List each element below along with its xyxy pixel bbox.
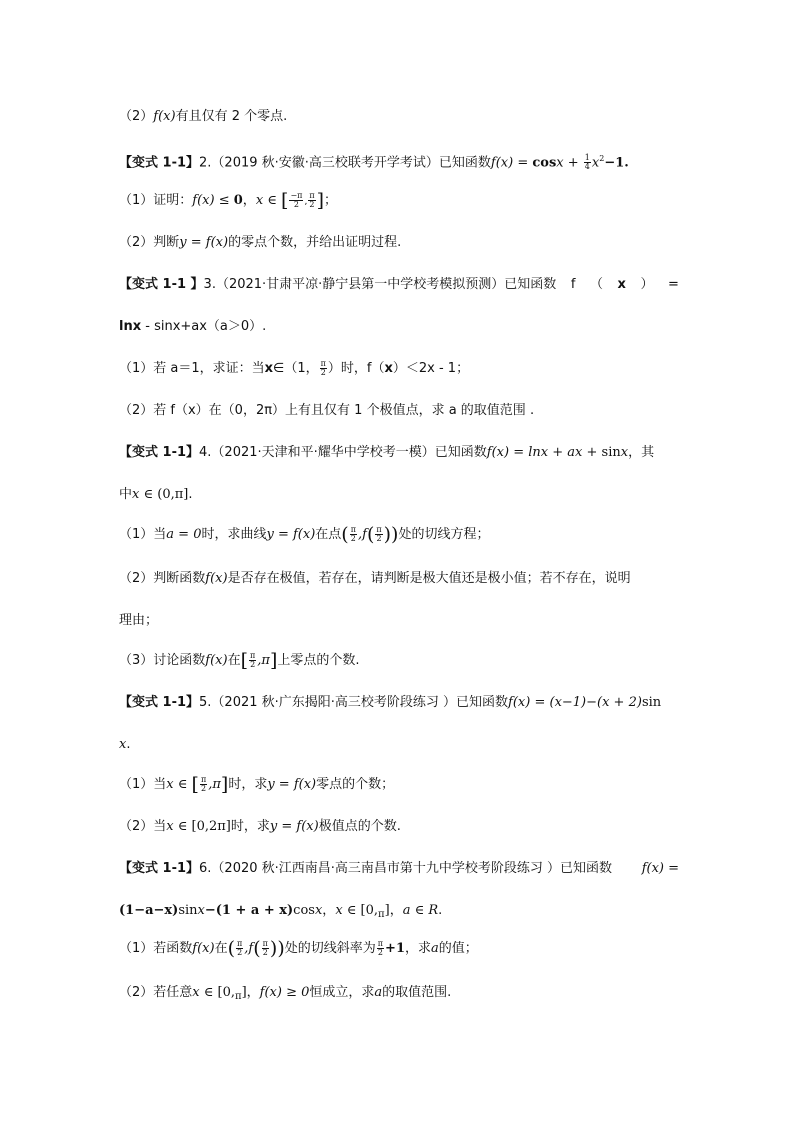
variant-tag: 【变式 1-1】 bbox=[119, 695, 200, 710]
line-1 bbox=[119, 108, 679, 126]
math-x: x bbox=[591, 155, 600, 171]
fraction: $\frac{\pi}{2}$ bbox=[309, 191, 315, 209]
problem-number: 4. bbox=[199, 445, 212, 460]
problem-source: （2021·甘肃平凉·静宁县第一中学校考模拟预测）已知函数 bbox=[215, 277, 557, 292]
sub-question-label: （2）判断 bbox=[119, 235, 180, 250]
fraction: $\frac{\pi}{2}$ bbox=[237, 939, 243, 957]
fraction: $\frac{1}{4}$ bbox=[584, 153, 590, 172]
line-20: (1−a−x)sinx−(1 + a + x)cosx，x ∈ $[0,_\pi]$，a ∈ R. bbox=[119, 903, 443, 920]
sub-question-label: （1）当 bbox=[119, 777, 167, 792]
problem-source: （2021·天津和平·耀华中学校考一模）已知函数 bbox=[211, 445, 487, 460]
problem-number: 3. bbox=[203, 277, 216, 292]
line-21: （1）若函数f(x)在( $\frac{\pi}{2}$ ,f( $\frac{\pi}{2}$ ))处的切线斜率为 $\frac{\pi}{2}$ +1，求a的值； bbox=[119, 937, 478, 960]
line-19: 【变式 1-1】6.（2020 秋·江西南昌·高三南昌市第十九中学校考阶段练习 ）已知函数 f(x) = bbox=[119, 861, 679, 876]
line-16: x. bbox=[119, 737, 131, 752]
line-8: （2）若 f（x）在（0，2π）上有且仅有 1 个极值点，求 a 的取值范围 . bbox=[119, 403, 535, 418]
problem-source: （2019 秋·安徽·高三校联考开学考试）已知函数 bbox=[211, 155, 491, 171]
line-3: （1）证明：f(x) ≤ 0，x ∈ [ $\frac{-\pi}{2}$ , $\frac{\pi}{2}$ ]； bbox=[119, 189, 338, 212]
fraction: $\frac{\pi}{2}$ bbox=[250, 651, 256, 669]
problem-number: 6. bbox=[199, 861, 212, 876]
fraction: $\frac{\pi}{2}$ bbox=[376, 525, 382, 543]
line-15: 【变式 1-1】5.（2021 秋·广东揭阳·高三校考阶段练习 ）已知函数f(x) = (x−1)−(x + 2)sin bbox=[119, 695, 662, 710]
variant-tag: 【变式 1-1】 bbox=[119, 155, 200, 171]
math-fx: f(x) bbox=[192, 193, 215, 208]
math-cos: cos bbox=[532, 155, 557, 171]
math-tail: −1. bbox=[604, 155, 629, 171]
line-18: （2）当x ∈ [0,2π]时，求y = f(x)极值点的个数. bbox=[119, 819, 401, 834]
line-6: lnx - sinx+ax（a＞0）. bbox=[119, 319, 267, 334]
fraction: $\frac{\pi}{2}$ bbox=[350, 525, 356, 543]
line-17: （1）当x ∈ [ $\frac{\pi}{2}$ ,π]时，求y = f(x)零点的个数； bbox=[119, 773, 395, 796]
line-5: 【变式 1-1 】3.（2021·甘肃平凉·静宁县第一中学校考模拟预测）已知函数 f （ x ） = bbox=[119, 277, 679, 292]
fraction: $\frac{\pi}{2}$ bbox=[377, 939, 384, 957]
line-13: 理由； bbox=[119, 613, 159, 628]
line-14: （3）讨论函数f(x)在[ $\frac{\pi}{2}$ ,π]上零点的个数. bbox=[119, 649, 360, 672]
line-22: （2）若任意x ∈ $[0,_\pi]$，f(x) ≥ 0恒成立，求a的取值范围. bbox=[119, 985, 452, 1002]
math-fx: f(x) bbox=[153, 109, 176, 124]
sub-question-label: （3）讨论函数 bbox=[119, 653, 206, 668]
math-x: x bbox=[556, 155, 564, 171]
exponent: 2 bbox=[599, 154, 605, 163]
fraction: $\frac{-\pi}{2}$ bbox=[290, 191, 303, 209]
line-2 bbox=[119, 150, 679, 172]
sub-question-label: （2）判断函数 bbox=[119, 571, 206, 586]
text: 有且仅有 2 个零点. bbox=[175, 109, 288, 124]
fraction: $\frac{\pi}{2}$ bbox=[320, 359, 326, 377]
variant-tag: 【变式 1-1 】 bbox=[119, 277, 204, 292]
problem-number: 5. bbox=[199, 695, 212, 710]
line-10: 中x ∈ (0,π]. bbox=[119, 487, 193, 502]
line-4: （2）判断y = f(x)的零点个数，并给出证明过程. bbox=[119, 235, 402, 250]
sub-question-label: （1）若 a＝1，求证：当 bbox=[119, 361, 265, 376]
variant-tag: 【变式 1-1】 bbox=[119, 861, 200, 876]
line-11: （1）当a = 0时，求曲线y = f(x)在点( $\frac{\pi}{2}$ ,f( $\frac{\pi}{2}$ ))处的切线方程； bbox=[119, 523, 490, 546]
line-12: （2）判断函数f(x)是否存在极值，若存在，请判断是极大值还是极小值；若不存在，说明 bbox=[119, 571, 631, 586]
problem-source: （2020 秋·江西南昌·高三南昌市第十九中学校考阶段练习 ）已知函数 bbox=[211, 861, 613, 876]
math-eq: y = f(x) bbox=[179, 235, 229, 250]
sub-question-label: （1）若函数 bbox=[119, 941, 193, 956]
line-7: （1）若 a＝1，求证：当x∈（1， $\frac{\pi}{2}$ ）时，f（x）＜2x - 1； bbox=[119, 359, 470, 377]
sub-question-label: （1）当 bbox=[119, 527, 167, 542]
math-plus: + bbox=[563, 155, 583, 171]
sub-question-label: （2）当 bbox=[119, 819, 167, 834]
problem-source: （2021 秋·广东揭阳·高三校考阶段练习 ）已知函数 bbox=[211, 695, 509, 710]
math-fx: f(x) = bbox=[490, 155, 533, 171]
line-9: 【变式 1-1】4.（2021·天津和平·耀华中学校考一模）已知函数f(x) = lnx + ax + sinx，其 bbox=[119, 445, 655, 460]
fraction: $\frac{\pi}{2}$ bbox=[262, 939, 268, 957]
sub-question-label: （1）证明： bbox=[119, 193, 193, 208]
sub-question-label: （2）若任意 bbox=[119, 985, 193, 1000]
sub-question-label: （2） bbox=[119, 109, 154, 124]
variant-tag: 【变式 1-1】 bbox=[119, 445, 200, 460]
fraction: $\frac{\pi}{2}$ bbox=[200, 775, 207, 793]
problem-number: 2. bbox=[199, 155, 212, 171]
